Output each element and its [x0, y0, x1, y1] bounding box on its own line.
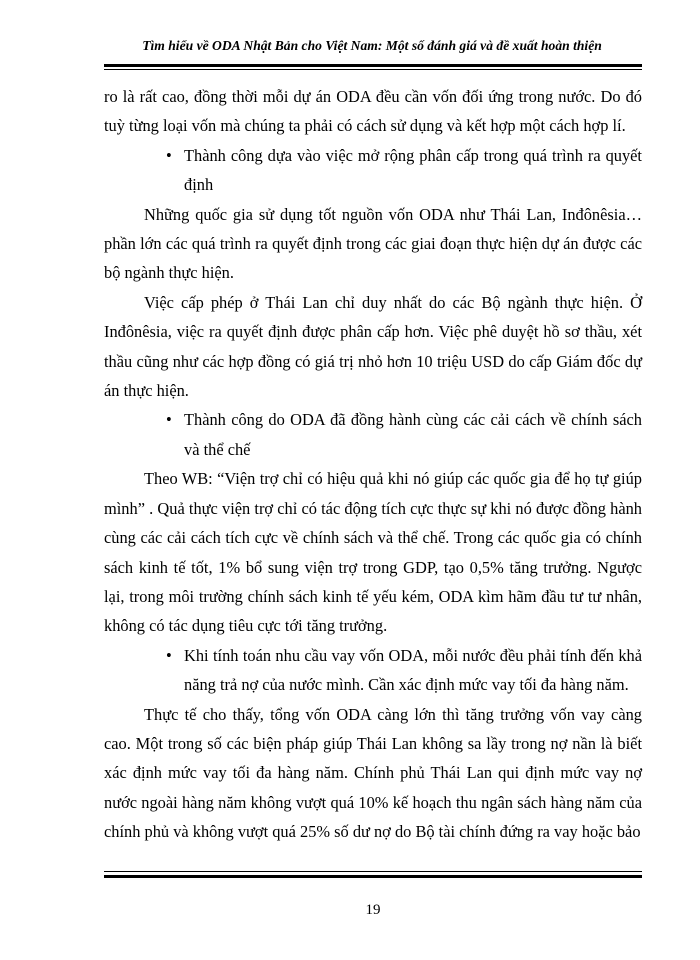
body-paragraph: ro là rất cao, đồng thời mỗi dự án ODA đều cần vốn đối ứng trong nước. Do đó tuỳ từng loại vốn mà chúng ta phải có cách sử dụng và kết hợp một cách hợp lí. [104, 87, 642, 136]
running-header: Tìm hiểu về ODA Nhật Bản cho Việt Nam: Một số đánh giá và đề xuất hoàn thiện [142, 38, 602, 53]
bullet-icon: • [166, 145, 172, 165]
header-rule-thick [104, 64, 642, 67]
bullet-item [104, 141, 642, 200]
body-paragraph: Việc cấp phép ở Thái Lan chỉ duy nhất do các Bộ ngành thực hiện. Ở Inđônêsia, việc ra quyết định được phân cấp hơn. Việc phê duyệt hồ sơ thầu, xét thầu cũng như các hợp đồng có giá trị nhỏ hơn 10 triệu USD do cấp Giám đốc dự án thực hiện. [104, 292, 642, 401]
footer-rule-thick [104, 875, 642, 878]
body-paragraph: Theo WB: “Viện trợ chỉ có hiệu quả khi nó giúp các quốc gia để họ tự giúp mình” . Quả thực viện trợ chỉ có tác động tích cực thực sự khi nó được đồng hành cùng các cải cách tích cực về chính sách và thể chế. Trong các quốc gia có chính sách kinh tế tốt, 1% bổ sung viện trợ trong GDP, tạo 0,5% tăng trưởng. Ngược lại, trong môi trường chính sách kinh tế yếu kém, ODA kìm hãm đầu tư tư nhân, không có tác dụng tiêu cực tới tăng trưởng. [104, 469, 642, 636]
page-body [104, 82, 642, 847]
bullet-item [104, 641, 642, 700]
page-number: 19 [365, 902, 381, 918]
body-paragraph: Những quốc gia sử dụng tốt nguồn vốn ODA như Thái Lan, Inđônêsia…phần lớn các quá trình ra quyết định trong các giai đoạn thực hiện dự án được các bộ ngành thực hiện. [104, 204, 642, 283]
footer-rule-thin [104, 871, 642, 872]
body-paragraph: Thực tế cho thấy, tổng vốn ODA càng lớn thì tăng trưởng vốn vay càng cao. Một trong số các biện pháp giúp Thái Lan không sa lầy trong nợ nần là biết xác định mức vay tối đa hàng năm. Chính phủ Thái Lan qui định mức vay nợ nước ngoài hàng năm không vượt quá 10% kế hoạch thu ngân sách hàng năm của chính phủ và không vượt quá 25% số dư nợ do Bộ tài chính đứng ra vay hoặc bảo [104, 704, 642, 842]
header-rule-thin [104, 69, 642, 70]
bullet-text: Thành công dựa vào việc mở rộng phân cấp trong quá trình ra quyết định [184, 145, 642, 195]
bullet-icon: • [166, 410, 172, 430]
bullet-text: Khi tính toán nhu cầu vay vốn ODA, mỗi nước đều phải tính đến khả năng trả nợ của nước mình. Cần xác định mức vay tối đa hàng năm. [184, 645, 642, 695]
bullet-icon: • [166, 645, 172, 665]
bullet-item [104, 405, 642, 464]
bullet-text: Thành công do ODA đã đồng hành cùng các cải cách về chính sách và thể chế [184, 410, 642, 459]
